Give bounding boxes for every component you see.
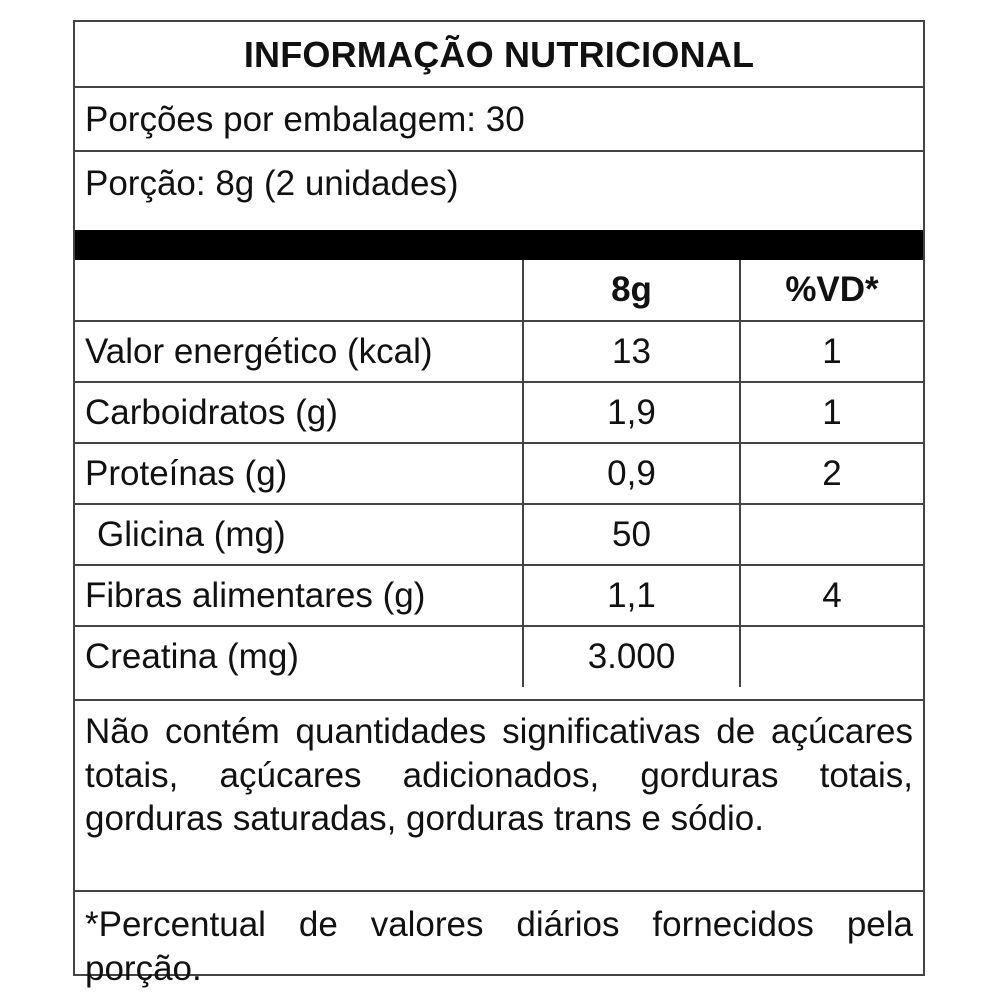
- table-header-row: [75, 260, 923, 321]
- nutrient-dv: 4: [740, 565, 923, 626]
- serving-size: Porção: 8g (2 unidades): [85, 164, 459, 203]
- not-significant-note: Não contém quantidades significativas de açúcares totais, açúcares adicionados, gorduras totais, gorduras saturadas, gorduras trans e sódio.: [75, 699, 923, 892]
- nutrient-amount: 1,9: [523, 382, 740, 443]
- thick-divider-bar: [75, 230, 923, 260]
- table-row: [75, 626, 923, 687]
- nutrient-dv: 1: [740, 321, 923, 382]
- nutrient-table: [75, 260, 923, 687]
- header-blank-cell: [75, 260, 523, 321]
- table-row: [75, 565, 923, 626]
- nutrient-name: Creatina (mg): [75, 626, 523, 687]
- daily-value-footnote: *Percentual de valores diários fornecidos pela porção.: [85, 905, 913, 988]
- table-row: [75, 443, 923, 504]
- nutrient-name: Valor energético (kcal): [75, 321, 523, 382]
- nutrition-facts-label: [73, 20, 925, 988]
- nutrient-amount: 0,9: [523, 443, 740, 504]
- header-daily-value: %VD*: [740, 260, 923, 321]
- nutrient-amount: 50: [523, 504, 740, 565]
- nutrient-dv: [740, 504, 923, 565]
- nutrient-dv: 1: [740, 382, 923, 443]
- servings-per-package: Porções por embalagem: 30: [75, 88, 923, 152]
- table-row: [75, 504, 923, 565]
- nutrient-amount: 3.000: [523, 626, 740, 687]
- nutrient-amount: 1,1: [523, 565, 740, 626]
- nutrient-name: Carboidratos (g): [75, 382, 523, 443]
- nutrient-name: Glicina (mg): [75, 504, 523, 565]
- nutrient-dv: [740, 626, 923, 687]
- header-amount: 8g: [523, 260, 740, 321]
- nutrient-name: Fibras alimentares (g): [75, 565, 523, 626]
- nutrient-dv: 2: [740, 443, 923, 504]
- table-row: [75, 382, 923, 443]
- nutrient-amount: 13: [523, 321, 740, 382]
- nutrient-name: Proteínas (g): [75, 443, 523, 504]
- table-row: [75, 321, 923, 382]
- label-title: INFORMAÇÃO NUTRICIONAL: [75, 22, 923, 88]
